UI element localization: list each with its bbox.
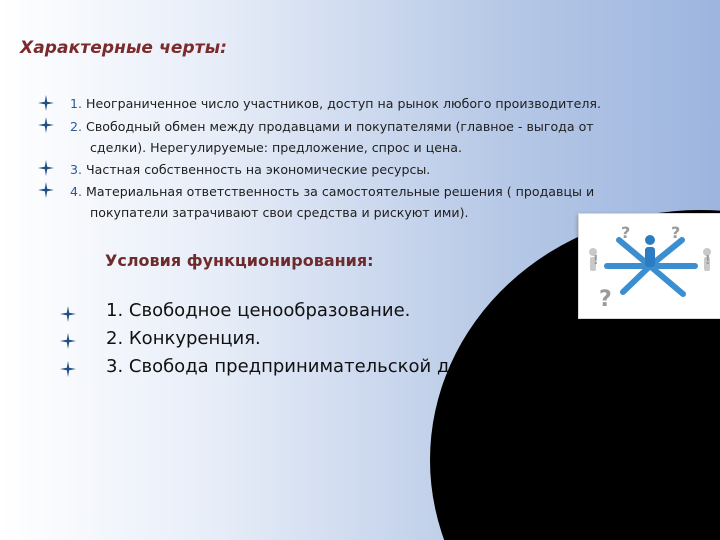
svg-text:?: ? bbox=[621, 223, 631, 242]
condition-item-1: 1. Свободное ценообразование. bbox=[106, 300, 411, 321]
feature-item-1 bbox=[70, 96, 601, 112]
feature-text: Материальная ответственность за самостоятельные решения ( продавцы и bbox=[86, 184, 595, 199]
feature-number: 1. bbox=[70, 96, 83, 111]
slide-title: Характерные черты: bbox=[20, 38, 228, 58]
four-point-star-icon bbox=[38, 160, 54, 176]
four-point-star-icon bbox=[38, 182, 54, 198]
feature-text: Свободный обмен между продавцами и покупателями (главное - выгода от bbox=[86, 119, 594, 134]
feature-number: 4. bbox=[70, 184, 83, 199]
conditions-title: Условия функционирования: bbox=[105, 251, 374, 270]
feature-text-continuation: покупатели затрачивают свои средства и рискуют ими). bbox=[90, 205, 469, 220]
feature-number: 3. bbox=[70, 162, 83, 177]
people-network-icon bbox=[579, 214, 720, 318]
four-point-star-icon bbox=[60, 306, 76, 322]
four-point-star-icon bbox=[38, 117, 54, 133]
feature-item-4 bbox=[70, 184, 594, 200]
svg-text:!: ! bbox=[593, 253, 599, 267]
four-point-star-icon bbox=[38, 95, 54, 111]
feature-number: 2. bbox=[70, 119, 83, 134]
svg-text:!: ! bbox=[705, 253, 711, 267]
condition-item-3: 3. Свобода предпринимательской д bbox=[106, 356, 450, 377]
feature-item-3 bbox=[70, 162, 430, 178]
svg-text:?: ? bbox=[599, 287, 612, 312]
four-point-star-icon bbox=[60, 361, 76, 377]
feature-item-2 bbox=[70, 119, 594, 135]
condition-item-2: 2. Конкуренция. bbox=[106, 328, 261, 349]
feature-text: Неограниченное число участников, доступ на рынок любого производителя. bbox=[86, 96, 601, 111]
feature-text: Частная собственность на экономические ресурсы. bbox=[86, 162, 431, 177]
people-network-illustration bbox=[578, 213, 720, 319]
four-point-star-icon bbox=[60, 333, 76, 349]
svg-text:?: ? bbox=[671, 223, 681, 242]
feature-text-continuation: сделки). Нерегулируемые: предложение, спрос и цена. bbox=[90, 140, 462, 155]
